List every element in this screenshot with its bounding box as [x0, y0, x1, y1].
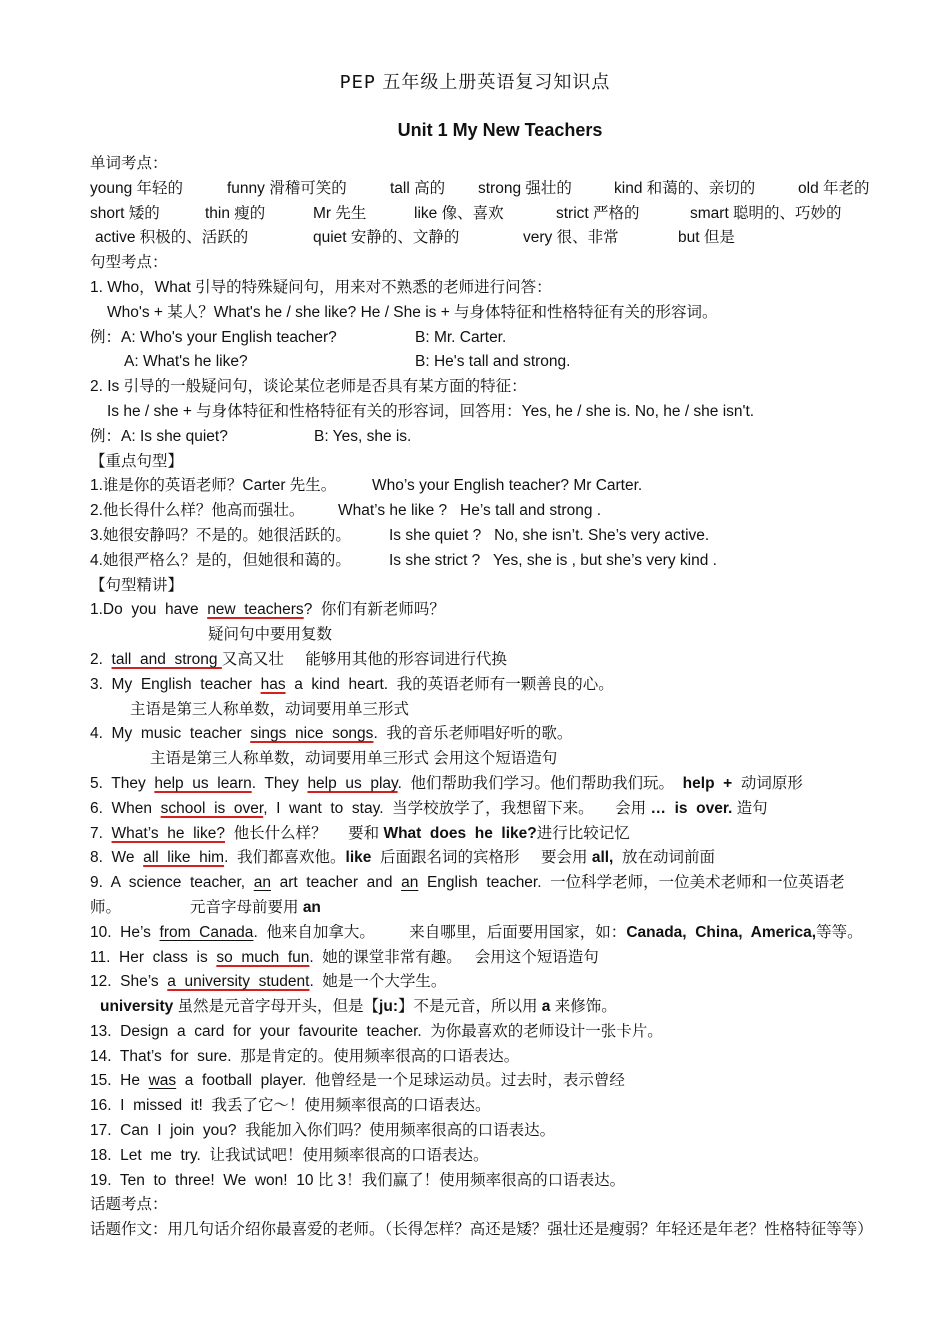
explain-item-3 — [90, 673, 912, 698]
vocab-item: thin 瘦的 — [205, 204, 266, 222]
example-row — [90, 350, 912, 375]
vocab-item: quiet 安静的、文静的 — [313, 229, 460, 247]
explain-note: 疑问句中要用复数 — [208, 626, 333, 644]
vocab-item: like 像、喜欢 — [414, 204, 504, 222]
text: 虽然是元音字母开头，但是【 — [173, 998, 380, 1016]
underlined-phrase: a university student — [167, 973, 310, 991]
key-sentence-cn: 4.她很严格么？是的，但她很和蔼的。 — [90, 551, 351, 569]
text: 造句 — [732, 799, 768, 817]
text: 1.Do you have — [90, 601, 208, 619]
text: 6. When — [90, 799, 161, 817]
vocab-item: funny 滑稽可笑的 — [227, 179, 347, 197]
vocab-row-1 — [90, 177, 912, 202]
text: 动词原形 — [732, 774, 803, 792]
text: 3. My English teacher — [90, 675, 261, 693]
text: 9. A science teacher, — [90, 874, 254, 892]
vocab-item: kind 和蔼的、亲切的 — [614, 179, 756, 197]
text: a football player. 他曾经是一个足球运动员。过去时，表示曾经 — [176, 1072, 625, 1090]
explain-item-10 — [90, 921, 912, 946]
topic-essay: 话题作文：用几句话介绍你最喜爱的老师。（长得怎样？高还是矮？强壮还是瘦弱？年轻还是年老？性格特征等等） — [90, 1221, 873, 1239]
bold-text: ju: — [379, 998, 398, 1016]
text: , I want to stay. 当学校放学了，我想留下来。 会用 — [263, 799, 651, 817]
explain-item-7 — [90, 822, 912, 847]
sentence-heading: 句型考点： — [90, 254, 168, 272]
vocab-item: tall 高的 — [390, 179, 446, 197]
explain-item-17: 17. Can I join you? 我能加入你们吗？使用频率很高的口语表达。 — [90, 1122, 556, 1140]
sentence-point-2: 2. Is 引导的一般疑问句，谈论某位老师是否具有某方面的特征： — [90, 378, 527, 396]
key-sentence — [90, 524, 912, 549]
text: 】不是元音，所以用 — [397, 998, 542, 1016]
key-sentence-cn: 3.她很安静吗？不是的。她很活跃的。 — [90, 526, 351, 544]
sentence-pattern-2: Is he / she + 与身体特征和性格特征有关的形容词，回答用：Yes, he / she is. No, he / she isn't. — [107, 402, 755, 420]
bold-text: help + — [682, 774, 733, 792]
explain-item-19: 19. Ten to three! We won! 10 比 3！我们赢了！使用频率很高的口语表达。 — [90, 1171, 626, 1189]
explain-item-11 — [90, 946, 912, 971]
key-sentence-en: Is she strict ? Yes, she is , but she’s very kind . — [389, 551, 717, 569]
text: 放在动词前面 — [613, 849, 715, 867]
explain-note — [90, 995, 912, 1020]
text: 8. We — [90, 849, 144, 867]
explain-item-9 — [90, 871, 912, 896]
explain-item-6 — [90, 797, 912, 822]
explain-item-2 — [90, 648, 912, 673]
example-answer: B: Yes, she is. — [314, 427, 412, 445]
text: 7. — [90, 824, 112, 842]
text: . 我的音乐老师唱好听的歌。 — [373, 725, 573, 743]
key-sentence — [90, 499, 912, 524]
vocab-item: active 积极的、活跃的 — [95, 229, 249, 247]
example-row — [90, 326, 912, 351]
key-sentence-en: Is she quiet ? No, she isn’t. She’s very active. — [389, 526, 710, 544]
underlined-phrase: sings nice songs — [250, 725, 374, 743]
text: 15. He — [90, 1072, 149, 1090]
text: a kind heart. 我的英语老师有一颗善良的心。 — [285, 675, 614, 693]
underlined-phrase: so much fun — [216, 948, 310, 966]
vocab-heading: 单词考点： — [90, 155, 168, 172]
text: 11. Her class is — [90, 948, 217, 966]
text: art teacher and — [270, 874, 402, 892]
text: 元音字母前要用 — [190, 898, 303, 916]
text: 他长什么样？ 要和 — [224, 824, 384, 842]
text: 又高又壮 能够用其他的形容词进行代换 — [221, 650, 507, 668]
underlined-phrase: new teachers — [207, 601, 304, 619]
topic-heading: 话题考点： — [90, 1196, 168, 1214]
explain-note: 主语是第三人称单数，动词要用单三形式 — [130, 700, 410, 718]
text: 等等。 — [816, 923, 863, 941]
bold-text: What does he like? — [383, 824, 537, 842]
bold-text: … is over. — [650, 799, 733, 817]
text: 进行比较记忆 — [536, 824, 630, 842]
vocab-row-3 — [90, 226, 912, 251]
vocab-item: but 但是 — [678, 229, 735, 247]
example-row — [90, 425, 912, 450]
underlined-word: was — [148, 1072, 177, 1090]
text: 12. She’s — [90, 973, 168, 991]
text: 10. He’s — [90, 923, 160, 941]
example-answer: B: Mr. Carter. — [415, 328, 507, 346]
bold-text: Canada, China, America, — [626, 923, 817, 941]
sentence-point-1: 1. Who，What 引导的特殊疑问句，用来对不熟悉的老师进行问答： — [90, 278, 552, 296]
example-question: 例：A: Is she quiet? — [90, 427, 228, 445]
text: . 他们帮助我们学习。他们帮助我们玩。 — [397, 774, 683, 792]
underlined-word: an — [253, 874, 271, 892]
explain-heading: 【句型精讲】 — [90, 576, 184, 594]
underlined-phrase: What’s he like? — [111, 824, 225, 842]
text: 5. They — [90, 774, 155, 792]
vocab-item: very 很、非常 — [523, 229, 619, 247]
explain-item-5 — [90, 772, 912, 797]
text: 后面跟名词的宾格形 要会用 — [371, 849, 592, 867]
underlined-word: an — [401, 874, 419, 892]
vocab-item: short 矮的 — [90, 204, 160, 222]
key-sentence-en: Who’s your English teacher? Mr Carter. — [372, 477, 643, 495]
text: . They — [251, 774, 308, 792]
text: . 他来自加拿大。 来自哪里，后面要用国家，如： — [253, 923, 627, 941]
bold-text: university — [100, 998, 174, 1016]
underlined-phrase: help us learn — [154, 774, 252, 792]
bold-text: like — [345, 849, 372, 867]
explain-item-16: 16. I missed it! 我丢了它～！使用频率很高的口语表达。 — [90, 1097, 491, 1115]
explain-item-12 — [90, 970, 912, 995]
key-sentence-cn: 1.谁是你的英语老师？Carter 先生。 — [90, 477, 337, 495]
text: 师。 — [90, 898, 122, 916]
underlined-phrase: help us play — [307, 774, 398, 792]
example-question: 例：A: Who's your English teacher? — [90, 328, 337, 346]
key-sentence — [90, 549, 912, 574]
explain-item-14: 14. That’s for sure. 那是肯定的。使用频率很高的口语表达。 — [90, 1047, 520, 1065]
explain-item-13: 13. Design a card for your favourite teacher. 为你最喜欢的老师设计一张卡片。 — [90, 1022, 663, 1040]
vocab-item: young 年轻的 — [90, 179, 184, 197]
explain-item-15 — [90, 1069, 912, 1094]
example-question: A: What's he like? — [124, 353, 248, 371]
explain-item-4 — [90, 722, 912, 747]
document-title: PEP 五年级上册英语复习知识点 — [339, 72, 611, 93]
underlined-phrase: has — [260, 675, 286, 693]
explain-item-8 — [90, 846, 912, 871]
explain-item-18: 18. Let me try. 让我试试吧！使用频率很高的口语表达。 — [90, 1146, 489, 1164]
underlined-phrase: from Canada — [159, 923, 254, 941]
vocab-row-2 — [90, 202, 912, 227]
bold-text: all, — [591, 849, 614, 867]
key-sentence-en: What’s he like ? He’s tall and strong . — [338, 502, 602, 520]
unit-title: Unit 1 My New Teachers — [397, 120, 603, 140]
text: . 她的课堂非常有趣。 会用这个短语造句 — [309, 948, 599, 966]
explain-item-9-cont — [90, 896, 912, 921]
text: 来修饰。 — [550, 998, 617, 1016]
underlined-phrase: school is over — [160, 799, 264, 817]
vocab-item: strong 强壮的 — [478, 179, 572, 197]
text: . 我们都喜欢他。 — [224, 849, 346, 867]
vocab-item: old 年老的 — [798, 179, 870, 197]
key-sentence-cn: 2.他长得什么样？他高而强壮。 — [90, 502, 305, 520]
underlined-phrase: tall and strong — [111, 650, 222, 668]
vocab-item: strict 严格的 — [556, 204, 640, 222]
bold-text: a — [541, 998, 551, 1016]
key-sentence — [90, 474, 912, 499]
explain-item-1 — [90, 598, 912, 623]
text: ? 你们有新老师吗？ — [303, 601, 445, 619]
vocab-item: Mr 先生 — [313, 204, 367, 222]
sentence-pattern-1: Who's + 某人？What's he / she like? He / She is + 与身体特征和性格特征有关的形容词。 — [107, 303, 718, 321]
text: 2. — [90, 650, 112, 668]
text: 4. My music teacher — [90, 725, 251, 743]
document-body — [90, 152, 912, 1243]
bold-text: an — [302, 898, 321, 916]
text: . 她是一个大学生。 — [309, 973, 447, 991]
explain-note: 主语是第三人称单数，动词要用单三形式 会用这个短语造句 — [150, 750, 558, 768]
example-answer: B: He's tall and strong. — [415, 353, 571, 371]
text: English teacher. 一位科学老师，一位美术老师和一位英语老 — [418, 874, 845, 892]
vocab-item: smart 聪明的、巧妙的 — [690, 204, 842, 222]
underlined-phrase: all like him — [143, 849, 225, 867]
key-sentences-heading: 【重点句型】 — [90, 452, 184, 470]
